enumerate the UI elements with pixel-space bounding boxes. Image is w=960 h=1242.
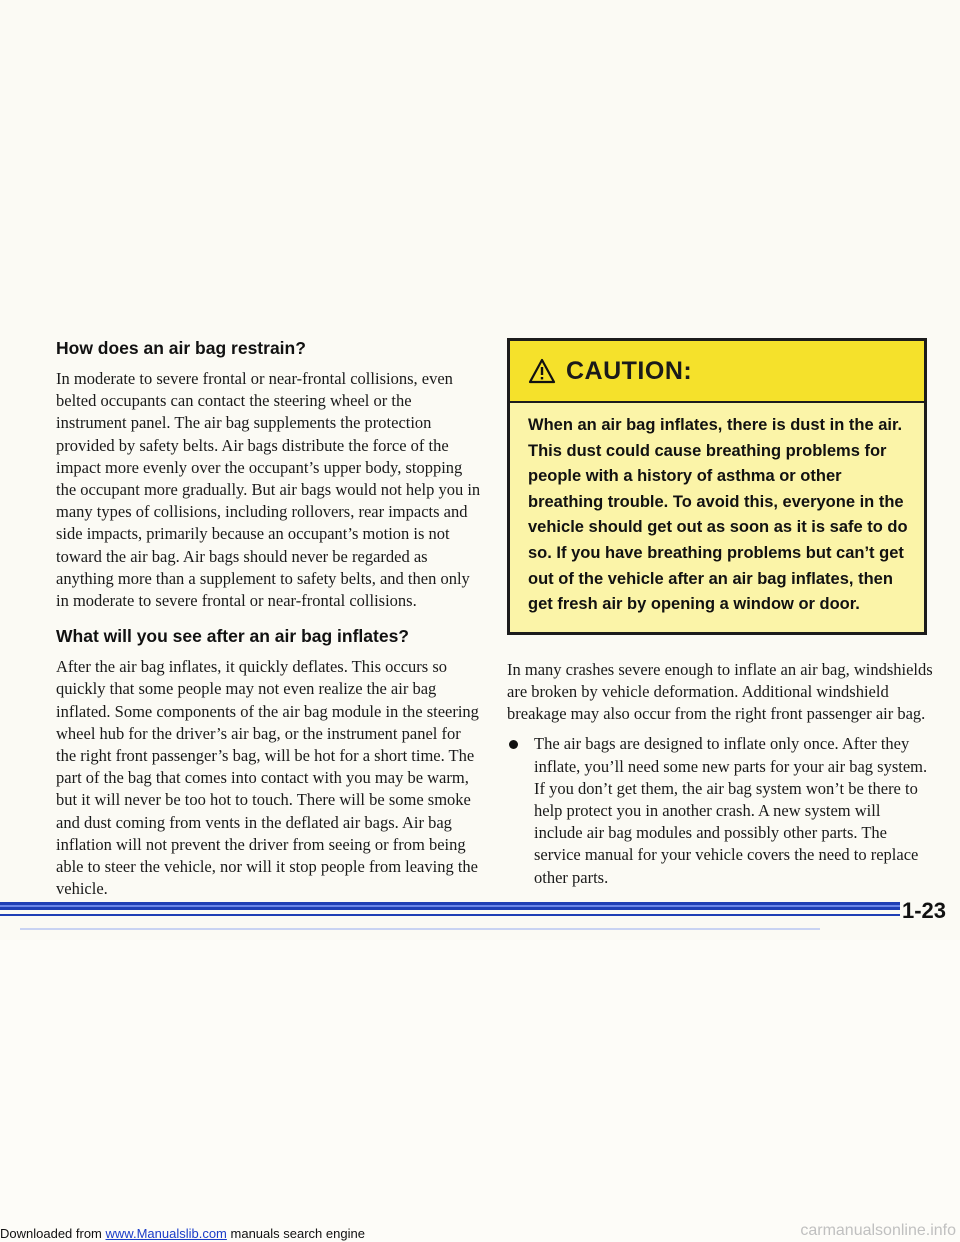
bullet-icon	[509, 740, 518, 749]
right-column	[507, 338, 933, 897]
caution-title: CAUTION:	[566, 356, 693, 385]
caution-header	[510, 341, 924, 403]
warning-triangle-icon	[528, 358, 556, 384]
watermark: carmanualsonline.info	[800, 1222, 956, 1239]
restrain-paragraph: In moderate to severe frontal or near-frontal collisions, even belted occupants can contact the steering wheel or the instrument panel. The air bag supplements the protection provided by safety belts. Air bags distribute the force of the impact more evenly over the occupant’s upper body, stopping the occupant more gradually. But air bags would not help you in many types of collisions, including rollovers, rear impacts and side impacts, primarily because an occupant’s motion is not toward the air bag. Air bags should never be regarded as anything more than a supplement to safety belts, and then only in moderate to severe frontal or near-frontal collisions.	[56, 369, 481, 611]
footer-suffix: manuals search engine	[230, 1226, 365, 1241]
page-number: 1-23	[901, 898, 946, 923]
bullet-text: The air bags are designed to inflate only once. After they inflate, you’ll need some new parts for your air bag system. If you don’t get them, the air bag system won’t be there to help protect you in another crash. A new system will include air bag modules and possibly other parts. The service manual for your vehicle covers the need to replace other parts.	[534, 734, 928, 887]
section-heading-after-inflate: What will you see after an air bag inflates?	[56, 626, 409, 647]
after-inflate-paragraph: After the air bag inflates, it quickly deflates. This occurs so quickly that some people may not even realize the air bag inflated. Some components of the air bag module in the steering wheel hub for the driver’s air bag, or the instrument panel for the right front passenger’s bag, will be hot for a short time. The part of the bag that comes into contact with you may be warm, but it will never be too hot to touch. There will be some smoke and dust coming from vents in the deflated air bags. Air bag inflation will not prevent the driver from seeing or from being able to steer the vehicle, nor will it stop people from leaving the vehicle.	[56, 657, 479, 899]
left-column	[56, 338, 484, 908]
footer-prefix: Downloaded from	[0, 1226, 102, 1241]
list-item	[507, 733, 933, 888]
page-rule	[0, 895, 960, 935]
manualslib-link[interactable]: www.Manualslib.com	[105, 1226, 227, 1241]
windshield-paragraph: In many crashes severe enough to inflate an air bag, windshields are broken by vehicle deformation. Additional windshield breakage may also occur from the right front passenger air bag.	[507, 659, 933, 724]
caution-box	[507, 338, 927, 635]
download-footer	[0, 1226, 365, 1241]
section-heading-restrain: How does an air bag restrain?	[56, 338, 306, 358]
caution-text: When an air bag inflates, there is dust in the air. This dust could cause breathing problems for people with a history of asthma or other breathing trouble. To avoid this, everyone in the vehicle should get out as soon as it is safe to do so. If you have breathing problems but can’t get out of the vehicle after an air bag inflates, then get fresh air by opening a window or door.	[528, 416, 908, 614]
